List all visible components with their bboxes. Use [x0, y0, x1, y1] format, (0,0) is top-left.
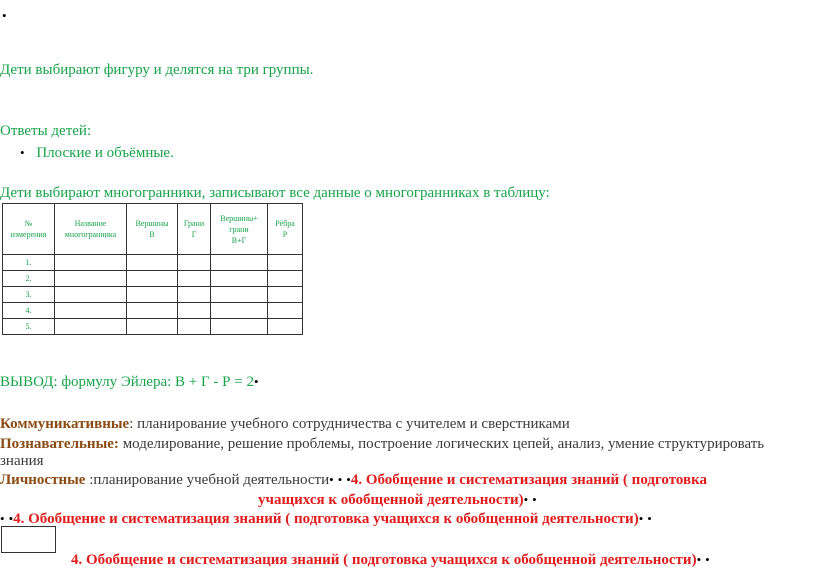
list-bullet: •: [20, 145, 25, 160]
intro-line: Дети выбирают фигуру и делятся на три группы.: [0, 62, 314, 78]
top-bullet: •: [2, 8, 7, 23]
stage-heading-repeat-1: [0, 510, 652, 528]
personal-text: :планирование учебной деятельности: [85, 472, 330, 488]
bullet-icon: •: [253, 374, 259, 389]
answers-list-item: [20, 145, 174, 162]
answers-label: Ответы детей:: [0, 123, 92, 139]
header-edges: Рёбра Р: [268, 204, 303, 255]
cognitive-cont: знания: [0, 453, 44, 469]
bullet-icon: •: [8, 511, 14, 526]
header-name: Название многогранника: [55, 204, 127, 255]
header-number: № измерения: [3, 204, 55, 255]
communicative-label: Коммуникативные: [0, 416, 130, 432]
bullet-icon: •: [523, 492, 529, 507]
bullet-icon: •: [532, 492, 537, 507]
header-vertices-faces: Вершины+ грани В+Г: [211, 204, 268, 255]
bullet-icon: •: [638, 511, 644, 526]
stage-heading: 4. Обобщение и систематизация знаний ( подготовка учащихся к обобщенной деятельности): [13, 511, 639, 527]
bullet-icon: •: [705, 552, 710, 567]
table-row: 2.: [3, 271, 303, 287]
cognitive-label: Познавательные:: [0, 436, 119, 452]
header-faces: Грани Г: [178, 204, 211, 255]
bullet-icon: •: [337, 472, 343, 487]
bullet-icon: •: [0, 511, 5, 526]
stage-heading-part2: учащихся к обобщенной деятельности): [258, 492, 524, 508]
cognitive-line: [0, 435, 764, 453]
cognitive-text: моделирование, решение проблемы, построение логических цепей, анализ, умение структурировать: [118, 436, 765, 452]
answer-text: Плоские и объёмные.: [36, 145, 174, 161]
personal-line: [0, 471, 707, 489]
bullet-icon: •: [696, 552, 702, 567]
bullet-icon: •: [647, 511, 652, 526]
stage-heading-part2-line: [258, 491, 537, 509]
table-intro: Дети выбирают многогранники, записывают все данные о многогранниках в таблицу:: [0, 185, 550, 201]
table-row: 3.: [3, 287, 303, 303]
stage-heading-part1: 4. Обобщение и систематизация знаний ( подготовка: [350, 472, 708, 488]
empty-box: [1, 526, 56, 553]
communicative-text: : планирование учебного сотрудничества с учителем и сверстниками: [129, 416, 570, 432]
bullet-icon: •: [346, 472, 351, 487]
conclusion: ВЫВОД: формулу Эйлера: В + Г - Р = 2•: [0, 374, 259, 390]
polyhedra-table: [2, 203, 303, 335]
header-vertices: Вершины В: [127, 204, 178, 255]
personal-label: Личностные: [0, 472, 86, 488]
stage-heading-repeat-2: [71, 551, 710, 569]
bullet-icon: •: [329, 472, 334, 487]
communicative-line: [0, 415, 570, 433]
table-row: 5.: [3, 319, 303, 335]
stage-heading: 4. Обобщение и систематизация знаний ( подготовка учащихся к обобщенной деятельности): [71, 552, 697, 568]
table-header-row: [3, 204, 303, 255]
table-row: 1.: [3, 255, 303, 271]
table-row: 4.: [3, 303, 303, 319]
